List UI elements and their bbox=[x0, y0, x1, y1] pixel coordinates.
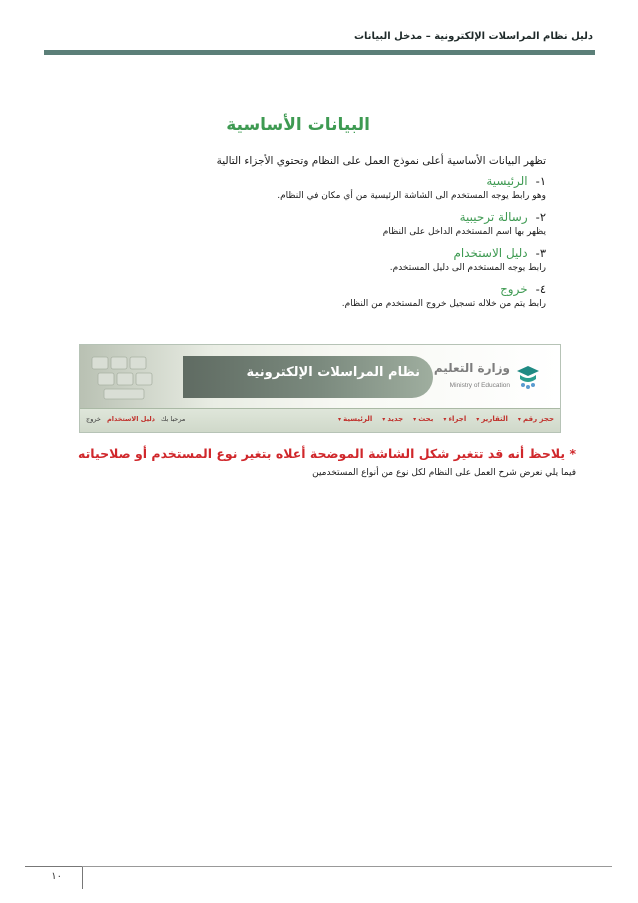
welcome-text: مرحبا بك bbox=[161, 415, 186, 423]
footer-rule bbox=[82, 866, 612, 867]
system-screenshot bbox=[79, 344, 561, 433]
nav-item-reserve-number: حجز رقم ▾ bbox=[518, 415, 554, 423]
item-title: رسالة ترحيبية bbox=[459, 210, 528, 224]
list-item bbox=[86, 209, 546, 239]
items-list bbox=[86, 173, 546, 317]
section-title: البيانات الأساسية bbox=[226, 115, 370, 135]
item-description: يظهر بها اسم المستخدم الداخل على النظام bbox=[382, 227, 546, 237]
nav-menu bbox=[338, 415, 554, 423]
section-intro: تظهر البيانات الأساسية أعلى نموذج العمل على النظام وتحتوي الأجزاء التالية bbox=[216, 155, 546, 167]
item-title: الرئيسية bbox=[486, 174, 528, 188]
page-number: ١٠ bbox=[51, 871, 62, 882]
ministry-name-en: Ministry of Education bbox=[449, 382, 510, 389]
item-number: ٤- bbox=[535, 282, 546, 296]
item-description: رابط يتم من خلاله تسجيل خروج المستخدم من النظام. bbox=[341, 299, 546, 309]
screenshot-navbar bbox=[80, 408, 560, 433]
ministry-logo-icon bbox=[514, 363, 542, 391]
list-item bbox=[86, 173, 546, 203]
logout-link: خروج bbox=[86, 415, 101, 423]
header-rule bbox=[44, 50, 595, 55]
document-header-title: دليل نظام المراسلات الإلكترونية – مدخل البيانات bbox=[354, 31, 593, 42]
note-description: فيما يلي نعرض شرح العمل على النظام لكل نوع من أنواع المستخدمين bbox=[312, 468, 576, 478]
nav-item-reports: التقارير ▾ bbox=[476, 415, 508, 423]
nav-item-search: بحث ▾ bbox=[413, 415, 433, 423]
item-description: وهو رابط يوجه المستخدم الى الشاشة الرئيسية من أي مكان في النظام. bbox=[277, 191, 546, 201]
nav-item-action: اجراء ▾ bbox=[443, 415, 466, 423]
ministry-name-ar: وزارة التعليم bbox=[433, 361, 510, 375]
nav-item-new: جديد ▾ bbox=[382, 415, 403, 423]
item-number: ٢- bbox=[535, 210, 546, 224]
item-number: ١- bbox=[535, 174, 546, 188]
nav-item-home: الرئيسية ▾ bbox=[338, 415, 372, 423]
item-number: ٣- bbox=[535, 246, 546, 260]
ministry-logo-block bbox=[433, 361, 542, 397]
list-item bbox=[86, 245, 546, 275]
user-guide-link: دليل الاستخدام bbox=[106, 415, 155, 423]
note-title: * يلاحظ أنه قد تتغير شكل الشاشة الموضحة أعلاه بتغير نوع المستخدم أو صلاحياته bbox=[78, 446, 576, 461]
item-title: دليل الاستخدام bbox=[453, 246, 528, 260]
banner-system-name: نظام المراسلات الإلكترونية bbox=[246, 365, 420, 380]
item-description: رابط يوجه المستخدم الى دليل المستخدم. bbox=[389, 263, 546, 273]
page-number-box bbox=[25, 866, 83, 889]
list-item bbox=[86, 281, 546, 311]
nav-user-links bbox=[86, 415, 185, 423]
item-title: خروج bbox=[500, 282, 528, 296]
keyboard-illustration bbox=[88, 351, 183, 401]
